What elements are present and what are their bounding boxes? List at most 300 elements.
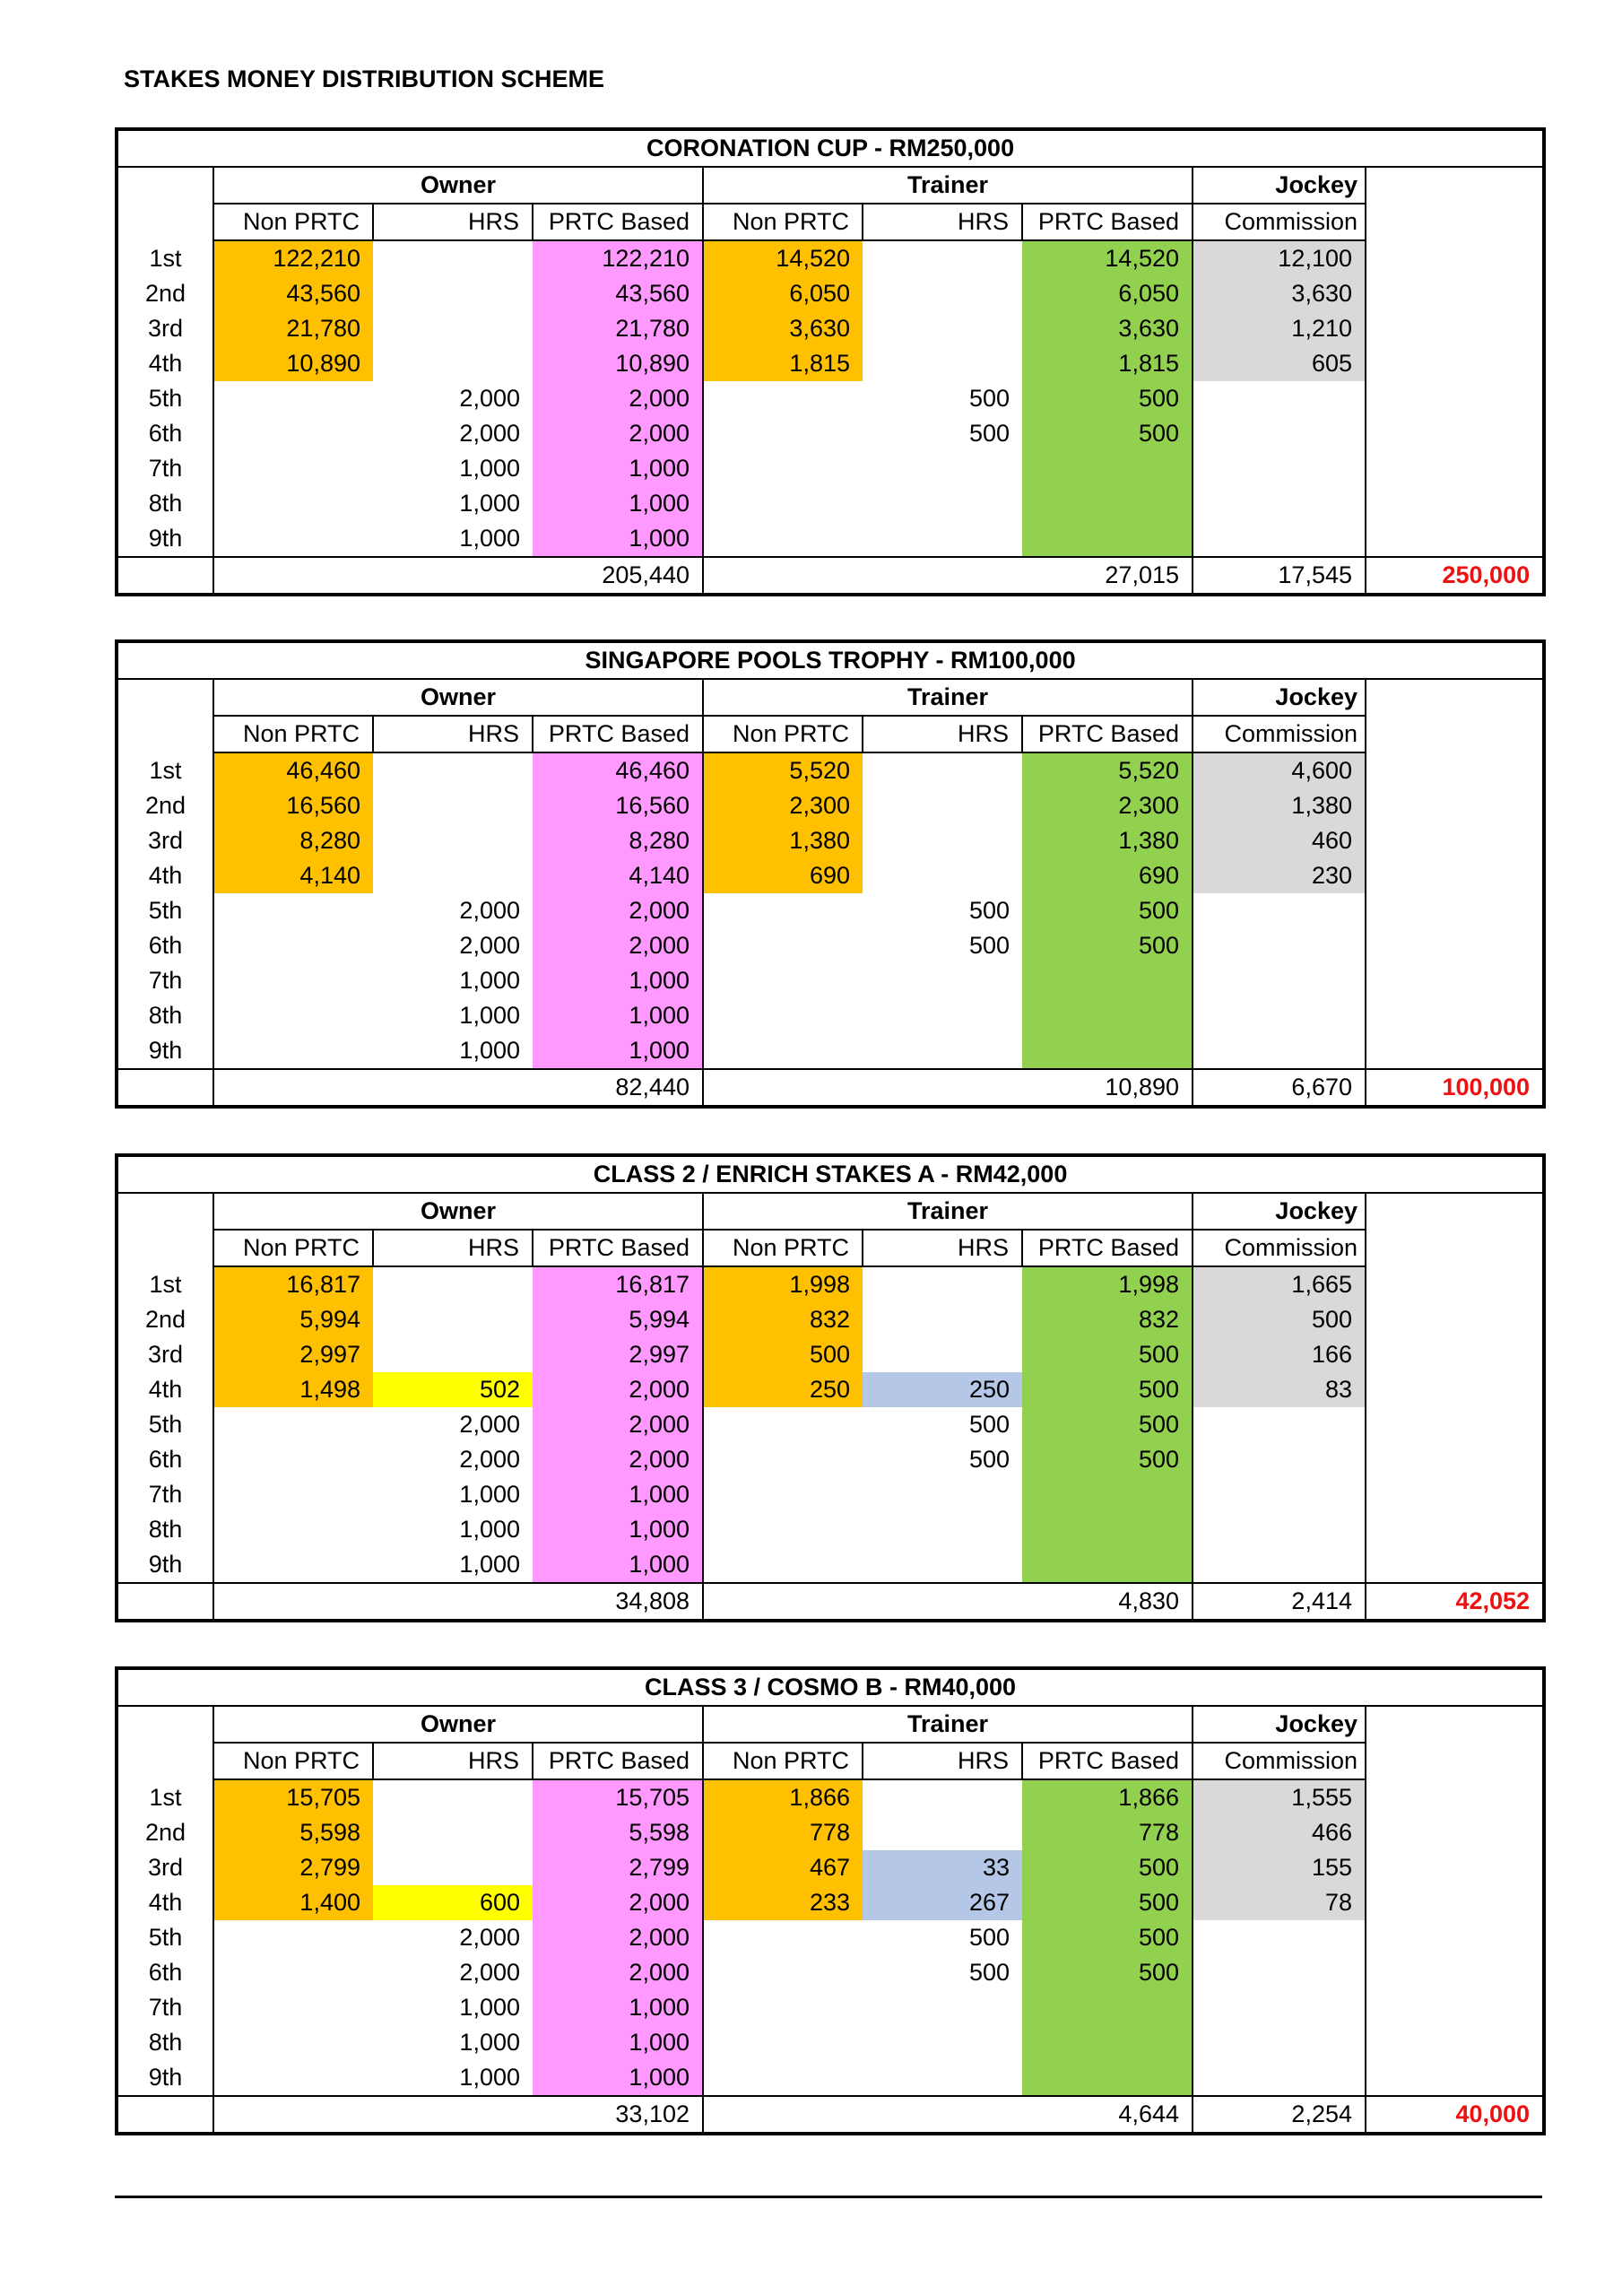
stakes-table xyxy=(115,1153,1546,1622)
placing-label: 2nd xyxy=(117,1815,213,1850)
totals-blank xyxy=(373,1069,533,1107)
column-header: HRS xyxy=(373,716,533,752)
amount-cell: 2,000 xyxy=(533,1442,703,1477)
amount-cell: 600 xyxy=(373,1885,533,1920)
totals-spacer xyxy=(117,1069,213,1107)
amount-cell xyxy=(863,1815,1022,1850)
group-trainer: Trainer xyxy=(703,167,1193,204)
column-header: HRS xyxy=(373,1743,533,1779)
amount-cell: 16,817 xyxy=(533,1266,703,1302)
amount-cell: 2,000 xyxy=(533,1885,703,1920)
amount-cell: 778 xyxy=(1022,1815,1193,1850)
amount-cell xyxy=(213,381,373,416)
column-header: PRTC Based xyxy=(533,204,703,240)
amount-cell xyxy=(1022,1547,1193,1583)
amount-cell xyxy=(1193,1920,1366,1955)
amount-cell: 500 xyxy=(1193,1302,1366,1337)
totals-spacer xyxy=(117,1583,213,1621)
placing-label: 3rd xyxy=(117,1337,213,1372)
placing-label: 3rd xyxy=(117,1850,213,1885)
amount-cell xyxy=(1193,2025,1366,2060)
table-row xyxy=(117,1815,1544,1850)
amount-cell: 21,780 xyxy=(213,311,373,346)
table-title: CLASS 3 / COSMO B - RM40,000 xyxy=(117,1668,1544,1706)
amount-cell: 2,000 xyxy=(459,385,520,412)
amount-cell: 1,000 xyxy=(459,967,520,994)
amount-cell: 1,000 xyxy=(533,1033,703,1069)
placing-label: 1st xyxy=(117,1266,213,1302)
column-header: Non PRTC xyxy=(703,1743,863,1779)
amount-cell xyxy=(1022,998,1193,1033)
amount-cell xyxy=(1193,963,1366,998)
amount-cell xyxy=(213,928,373,963)
row-spacer xyxy=(1366,858,1544,893)
placing-label: 8th xyxy=(117,486,213,521)
amount-cell xyxy=(373,240,533,276)
group-jockey: Jockey xyxy=(1193,167,1366,204)
row-spacer xyxy=(1366,1920,1544,1955)
group-spacer-right xyxy=(1366,1193,1544,1230)
amount-cell: 460 xyxy=(1193,823,1366,858)
placing-label: 8th xyxy=(117,2025,213,2060)
row-spacer xyxy=(1366,521,1544,557)
amount-cell xyxy=(863,752,1022,788)
amount-cell: 3,630 xyxy=(1022,311,1193,346)
amount-cell xyxy=(703,451,863,486)
amount-cell xyxy=(863,1990,1022,2025)
totals-blank xyxy=(213,1069,373,1107)
group-jockey: Jockey xyxy=(1193,1193,1366,1230)
amount-cell: 500 xyxy=(1022,1407,1193,1442)
table-row xyxy=(117,1442,1544,1477)
placing-label: 7th xyxy=(117,963,213,998)
column-header: Commission xyxy=(1193,1230,1366,1266)
amount-cell xyxy=(373,1302,533,1337)
amount-cell: 2,000 xyxy=(459,1959,520,1986)
amount-cell: 5,598 xyxy=(533,1815,703,1850)
amount-cell xyxy=(373,1266,533,1302)
totals-blank xyxy=(703,2096,863,2134)
totals-row xyxy=(117,557,1544,595)
placing-label: 6th xyxy=(117,416,213,451)
totals-blank xyxy=(213,1583,373,1621)
amount-cell xyxy=(213,2025,373,2060)
placing-label: 2nd xyxy=(117,1302,213,1337)
table-row xyxy=(117,928,1544,963)
amount-cell xyxy=(1022,1990,1193,2025)
group-jockey: Jockey xyxy=(1193,1706,1366,1743)
amount-cell: 500 xyxy=(968,1959,1010,1986)
totals-blank xyxy=(373,557,533,595)
row-spacer xyxy=(1366,823,1544,858)
amount-cell: 605 xyxy=(1193,346,1366,381)
table-title: CLASS 2 / ENRICH STAKES A - RM42,000 xyxy=(117,1155,1544,1193)
placing-label: 5th xyxy=(117,893,213,928)
amount-cell xyxy=(1022,451,1193,486)
owner-total: 82,440 xyxy=(533,1069,703,1107)
amount-cell xyxy=(863,788,1022,823)
totals-row xyxy=(117,1583,1544,1621)
table-row xyxy=(117,788,1544,823)
totals-blank xyxy=(373,1583,533,1621)
table-row xyxy=(117,1920,1544,1955)
column-header: Non PRTC xyxy=(213,1743,373,1779)
amount-cell: 1,000 xyxy=(533,1547,703,1583)
amount-cell: 21,780 xyxy=(533,311,703,346)
jockey-total: 17,545 xyxy=(1193,557,1366,595)
placing-label: 1st xyxy=(117,1779,213,1815)
row-spacer xyxy=(1366,1779,1544,1815)
sub-spacer-right xyxy=(1366,716,1544,752)
placing-label: 4th xyxy=(117,1372,213,1407)
column-header: HRS xyxy=(373,1230,533,1266)
amount-cell: 690 xyxy=(1022,858,1193,893)
row-spacer xyxy=(1366,1372,1544,1407)
amount-cell xyxy=(863,2025,1022,2060)
amount-cell xyxy=(213,521,373,557)
amount-cell: 2,000 xyxy=(533,1407,703,1442)
amount-cell: 8,280 xyxy=(533,823,703,858)
amount-cell xyxy=(863,521,1022,557)
amount-cell: 500 xyxy=(968,897,1010,924)
row-spacer xyxy=(1366,998,1544,1033)
row-spacer xyxy=(1366,1885,1544,1920)
amount-cell xyxy=(703,521,863,557)
amount-cell: 500 xyxy=(1022,1442,1193,1477)
amount-cell: 8,280 xyxy=(213,823,373,858)
amount-cell xyxy=(1022,521,1193,557)
amount-cell: 233 xyxy=(703,1885,863,1920)
row-spacer xyxy=(1366,1033,1544,1069)
amount-cell xyxy=(373,858,533,893)
placing-label: 3rd xyxy=(117,311,213,346)
amount-cell: 33 xyxy=(863,1850,1022,1885)
amount-cell xyxy=(863,998,1022,1033)
row-spacer xyxy=(1366,416,1544,451)
amount-cell xyxy=(863,1266,1022,1302)
table-row xyxy=(117,1885,1544,1920)
amount-cell: 122,210 xyxy=(213,240,373,276)
amount-cell: 500 xyxy=(703,1337,863,1372)
amount-cell: 46,460 xyxy=(213,752,373,788)
amount-cell: 3,630 xyxy=(703,311,863,346)
placing-label: 5th xyxy=(117,1407,213,1442)
trainer-total: 10,890 xyxy=(1022,1069,1193,1107)
amount-cell xyxy=(703,1407,863,1442)
row-spacer xyxy=(1366,1955,1544,1990)
column-header: Non PRTC xyxy=(213,716,373,752)
amount-cell: 1,000 xyxy=(459,2029,520,2056)
placing-label: 9th xyxy=(117,1033,213,1069)
owner-total: 34,808 xyxy=(533,1583,703,1621)
row-spacer xyxy=(1366,451,1544,486)
amount-cell: 3,630 xyxy=(1193,276,1366,311)
amount-cell: 4,140 xyxy=(213,858,373,893)
amount-cell: 1,866 xyxy=(703,1779,863,1815)
amount-cell xyxy=(213,1547,373,1583)
table-row xyxy=(117,381,1544,416)
column-header: Commission xyxy=(1193,716,1366,752)
totals-blank xyxy=(373,2096,533,2134)
amount-cell: 500 xyxy=(1022,1920,1193,1955)
amount-cell xyxy=(863,486,1022,521)
amount-cell: 500 xyxy=(968,932,1010,959)
amount-cell: 500 xyxy=(968,1446,1010,1473)
amount-cell xyxy=(863,1302,1022,1337)
group-spacer xyxy=(117,1706,213,1743)
placing-label: 7th xyxy=(117,451,213,486)
amount-cell: 16,560 xyxy=(533,788,703,823)
amount-cell xyxy=(373,788,533,823)
group-spacer-right xyxy=(1366,167,1544,204)
column-header: Non PRTC xyxy=(703,1230,863,1266)
column-header: Non PRTC xyxy=(703,716,863,752)
sub-spacer xyxy=(117,204,213,240)
amount-cell xyxy=(1193,451,1366,486)
stakes-table xyxy=(115,639,1546,1109)
amount-cell: 6,050 xyxy=(1022,276,1193,311)
totals-row xyxy=(117,1069,1544,1107)
table-title: SINGAPORE POOLS TROPHY - RM100,000 xyxy=(117,641,1544,679)
amount-cell xyxy=(373,823,533,858)
amount-cell: 1,866 xyxy=(1022,1779,1193,1815)
amount-cell xyxy=(1193,1990,1366,2025)
amount-cell: 502 xyxy=(373,1372,533,1407)
amount-cell xyxy=(703,998,863,1033)
amount-cell: 2,000 xyxy=(459,897,520,924)
placing-label: 3rd xyxy=(117,823,213,858)
amount-cell xyxy=(213,1512,373,1547)
amount-cell xyxy=(373,276,533,311)
amount-cell: 2,300 xyxy=(1022,788,1193,823)
amount-cell xyxy=(863,963,1022,998)
row-spacer xyxy=(1366,486,1544,521)
amount-cell xyxy=(1022,1033,1193,1069)
grand-total: 250,000 xyxy=(1366,557,1544,595)
amount-cell xyxy=(213,1033,373,1069)
amount-cell xyxy=(213,1442,373,1477)
amount-cell: 1,380 xyxy=(1022,823,1193,858)
amount-cell: 5,994 xyxy=(213,1302,373,1337)
amount-cell: 83 xyxy=(1193,1372,1366,1407)
placing-label: 1st xyxy=(117,752,213,788)
amount-cell: 1,665 xyxy=(1193,1266,1366,1302)
amount-cell xyxy=(703,1547,863,1583)
table-row xyxy=(117,1477,1544,1512)
amount-cell: 832 xyxy=(1022,1302,1193,1337)
row-spacer xyxy=(1366,381,1544,416)
sub-spacer-right xyxy=(1366,1743,1544,1779)
amount-cell: 2,000 xyxy=(459,932,520,959)
amount-cell: 1,000 xyxy=(533,1990,703,2025)
group-owner: Owner xyxy=(213,1706,703,1743)
amount-cell xyxy=(1193,2060,1366,2096)
amount-cell: 155 xyxy=(1193,1850,1366,1885)
amount-cell xyxy=(863,2060,1022,2096)
column-header: PRTC Based xyxy=(533,1743,703,1779)
table-row xyxy=(117,1547,1544,1583)
column-header: HRS xyxy=(863,1743,1022,1779)
group-spacer xyxy=(117,679,213,716)
totals-row xyxy=(117,2096,1544,2134)
table-row xyxy=(117,521,1544,557)
row-spacer xyxy=(1366,2025,1544,2060)
amount-cell: 500 xyxy=(1022,1850,1193,1885)
column-header: HRS xyxy=(863,1230,1022,1266)
amount-cell: 1,000 xyxy=(533,521,703,557)
trainer-total: 4,830 xyxy=(1022,1583,1193,1621)
amount-cell: 500 xyxy=(1022,893,1193,928)
amount-cell: 5,520 xyxy=(1022,752,1193,788)
table-row xyxy=(117,2025,1544,2060)
amount-cell xyxy=(863,311,1022,346)
table-row xyxy=(117,1372,1544,1407)
table-row xyxy=(117,858,1544,893)
amount-cell: 6,050 xyxy=(703,276,863,311)
amount-cell xyxy=(1022,1512,1193,1547)
table-row xyxy=(117,311,1544,346)
placing-label: 7th xyxy=(117,1990,213,2025)
amount-cell: 2,000 xyxy=(533,1372,703,1407)
column-header: HRS xyxy=(373,204,533,240)
amount-cell: 500 xyxy=(1022,1885,1193,1920)
amount-cell: 1,555 xyxy=(1193,1779,1366,1815)
amount-cell: 15,705 xyxy=(533,1779,703,1815)
table-row xyxy=(117,1850,1544,1885)
amount-cell: 1,000 xyxy=(459,490,520,517)
group-trainer: Trainer xyxy=(703,679,1193,716)
amount-cell xyxy=(863,346,1022,381)
amount-cell xyxy=(1193,416,1366,451)
amount-cell xyxy=(703,2025,863,2060)
amount-cell xyxy=(703,1920,863,1955)
amount-cell: 2,000 xyxy=(459,1446,520,1473)
table-row xyxy=(117,451,1544,486)
amount-cell: 1,000 xyxy=(459,1037,520,1064)
amount-cell xyxy=(1193,1407,1366,1442)
amount-cell: 1,000 xyxy=(533,486,703,521)
amount-cell: 500 xyxy=(1022,1337,1193,1372)
amount-cell: 1,000 xyxy=(533,963,703,998)
amount-cell: 43,560 xyxy=(533,276,703,311)
row-spacer xyxy=(1366,788,1544,823)
amount-cell xyxy=(1193,893,1366,928)
amount-cell xyxy=(1022,2060,1193,2096)
amount-cell xyxy=(863,1033,1022,1069)
amount-cell xyxy=(213,2060,373,2096)
document-title: STAKES MONEY DISTRIBUTION SCHEME xyxy=(124,65,605,92)
table-row xyxy=(117,963,1544,998)
amount-cell: 1,815 xyxy=(703,346,863,381)
amount-cell xyxy=(863,451,1022,486)
row-spacer xyxy=(1366,346,1544,381)
table-row xyxy=(117,1779,1544,1815)
amount-cell xyxy=(213,486,373,521)
amount-cell: 15,705 xyxy=(213,1779,373,1815)
row-spacer xyxy=(1366,1547,1544,1583)
amount-cell: 690 xyxy=(703,858,863,893)
row-spacer xyxy=(1366,893,1544,928)
table-row xyxy=(117,346,1544,381)
amount-cell: 2,000 xyxy=(533,381,703,416)
totals-spacer xyxy=(117,2096,213,2134)
table-row xyxy=(117,1033,1544,1069)
row-spacer xyxy=(1366,276,1544,311)
column-header: HRS xyxy=(863,716,1022,752)
amount-cell: 250 xyxy=(863,1372,1022,1407)
amount-cell: 5,994 xyxy=(533,1302,703,1337)
amount-cell: 1,998 xyxy=(703,1266,863,1302)
sub-spacer xyxy=(117,1230,213,1266)
table-row xyxy=(117,752,1544,788)
amount-cell: 1,998 xyxy=(1022,1266,1193,1302)
trainer-total: 4,644 xyxy=(1022,2096,1193,2134)
amount-cell: 832 xyxy=(703,1302,863,1337)
group-spacer-right xyxy=(1366,679,1544,716)
owner-total: 33,102 xyxy=(533,2096,703,2134)
amount-cell: 1,000 xyxy=(533,1512,703,1547)
totals-blank xyxy=(863,557,1022,595)
amount-cell: 16,817 xyxy=(213,1266,373,1302)
row-spacer xyxy=(1366,2060,1544,2096)
table-row xyxy=(117,823,1544,858)
amount-cell xyxy=(1193,381,1366,416)
amount-cell: 78 xyxy=(1193,1885,1366,1920)
amount-cell xyxy=(863,1477,1022,1512)
column-header: PRTC Based xyxy=(1022,204,1193,240)
amount-cell: 2,799 xyxy=(213,1850,373,1885)
column-header: PRTC Based xyxy=(1022,716,1193,752)
amount-cell xyxy=(703,416,863,451)
grand-total: 42,052 xyxy=(1366,1583,1544,1621)
stakes-table xyxy=(115,127,1546,596)
group-owner: Owner xyxy=(213,1193,703,1230)
placing-label: 4th xyxy=(117,346,213,381)
amount-cell xyxy=(703,963,863,998)
placing-label: 5th xyxy=(117,381,213,416)
amount-cell xyxy=(1193,928,1366,963)
table-row xyxy=(117,998,1544,1033)
table-row xyxy=(117,1266,1544,1302)
amount-cell xyxy=(1022,486,1193,521)
placing-label: 5th xyxy=(117,1920,213,1955)
amount-cell xyxy=(213,451,373,486)
row-spacer xyxy=(1366,1512,1544,1547)
placing-label: 6th xyxy=(117,1955,213,1990)
amount-cell xyxy=(703,1033,863,1069)
totals-blank xyxy=(863,1069,1022,1107)
totals-blank xyxy=(213,557,373,595)
placing-label: 2nd xyxy=(117,276,213,311)
totals-spacer xyxy=(117,557,213,595)
row-spacer xyxy=(1366,1477,1544,1512)
amount-cell xyxy=(703,1442,863,1477)
amount-cell: 1,498 xyxy=(213,1372,373,1407)
column-header: Non PRTC xyxy=(213,1230,373,1266)
amount-cell xyxy=(863,276,1022,311)
row-spacer xyxy=(1366,752,1544,788)
amount-cell: 500 xyxy=(1022,1372,1193,1407)
sub-spacer xyxy=(117,716,213,752)
amount-cell xyxy=(1193,1442,1366,1477)
group-owner: Owner xyxy=(213,679,703,716)
totals-blank xyxy=(213,2096,373,2134)
amount-cell: 500 xyxy=(968,1411,1010,1438)
amount-cell: 4,140 xyxy=(533,858,703,893)
amount-cell: 5,520 xyxy=(703,752,863,788)
amount-cell: 2,000 xyxy=(533,416,703,451)
amount-cell xyxy=(703,2060,863,2096)
